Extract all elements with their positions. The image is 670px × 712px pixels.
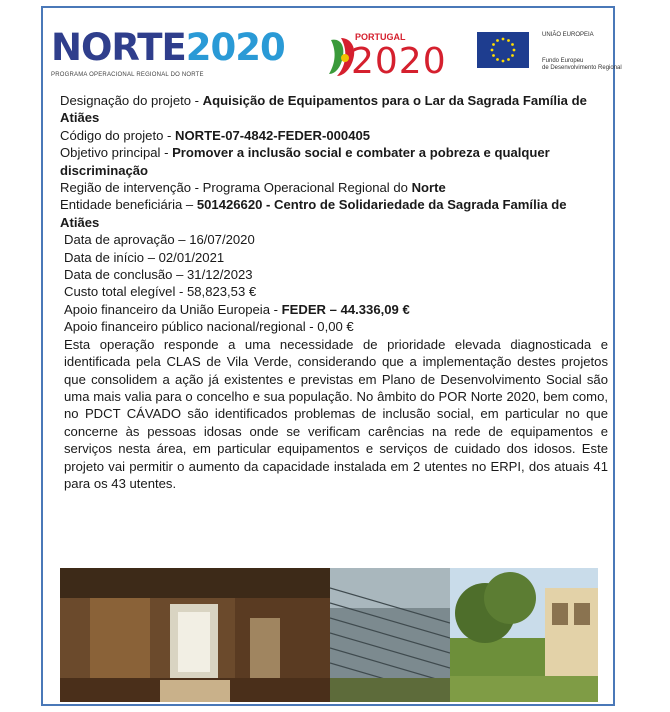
objective-value: Promover a inclusão social e combater a pobreza e qualquer discriminação: [60, 145, 550, 178]
norte-word: NORTE: [51, 26, 186, 69]
portugal-label: PORTUGAL: [355, 32, 406, 42]
eu-flag-icon: [477, 32, 529, 68]
norte-2020-wordmark: [51, 26, 301, 70]
eu-support-label: Apoio financeiro da União Europeia -: [64, 301, 282, 317]
garden-photo: [450, 568, 598, 702]
project-details: [60, 92, 608, 492]
designation-label: Designação do projeto -: [60, 93, 203, 108]
entity-line: [60, 196, 608, 231]
code-line: [60, 127, 608, 144]
project-description: Esta operação responde a uma necessidade de prioridade elevada diagnosticada e identificada pela CLAS de Vila Verde, considerando que a implementação destes projetos que consolidem a ação já existentes e previstas em Plano de Desenvolvimento Social são uma mais valia para o concelho e sua população. No âmbito do POR Norte 2020, bem como, no PDCT CÁVADO são identificados problemas de inclusão social, em particular no que concerne às pessoas idosas onde se verificam carências na rede de equipamentos e serviços nesta área, em particular equipamentos e serviços de cuidado dos idosos. Este projeto vai permitir o aumento da capacidade instalada em 2 utentes no ERPI, dos atuais 41 para os 43 utentes.: [64, 336, 608, 491]
eu-support-value: FEDER – 44.336,09 €: [281, 301, 410, 317]
eu-fund-line1: Fundo Europeu: [542, 58, 584, 64]
approval-date: Data de aprovação – 16/07/2020: [64, 232, 255, 248]
photo-strip: [60, 568, 598, 702]
eu-title: UNIÃO EUROPEIA: [542, 32, 594, 38]
entity-value: 501426620 - Centro de Solidariedade da Sagrada Família de Atiães: [60, 197, 567, 230]
entity-label: Entidade beneficiária –: [60, 197, 197, 213]
code-value: NORTE-07-4842-FEDER-000405: [175, 127, 371, 143]
norte-year: 2020: [185, 26, 285, 69]
national-support: Apoio financeiro público nacional/regional - 0,00 €: [64, 319, 354, 335]
norte-2020-logo: [51, 26, 301, 88]
eu-fund-line2: de Desenvolvimento Regional: [542, 65, 622, 71]
designation-value: Aquisição de Equipamentos para o Lar da Sagrada Família de Atiães: [60, 93, 587, 126]
region-line: [60, 179, 608, 196]
code-label: Código do projeto -: [60, 127, 176, 143]
project-sheet: [41, 6, 622, 706]
region-label: Região de intervenção - Programa Operacional Regional do: [60, 180, 412, 196]
eu-support-line: [60, 301, 608, 318]
eu-fund: [542, 58, 622, 72]
portugal-year: 2020: [351, 41, 447, 82]
logo-bar: [47, 26, 622, 90]
region-value: Norte: [411, 180, 446, 196]
eu-logo: [477, 30, 622, 86]
total-cost: Custo total elegível - 58,823,53 €: [64, 284, 257, 300]
objective-label: Objetivo principal -: [60, 145, 173, 161]
corridor-photo: [60, 568, 330, 702]
portugal-2020-logo: [325, 26, 465, 88]
norte-subtitle: PROGRAMA OPERACIONAL REGIONAL DO NORTE: [51, 72, 204, 78]
start-date: Data de início – 02/01/2021: [64, 249, 225, 265]
building-facade-photo: [330, 568, 450, 702]
designation-line: [60, 92, 608, 127]
objective-line: [60, 144, 608, 179]
end-date: Data de conclusão – 31/12/2023: [64, 267, 253, 283]
